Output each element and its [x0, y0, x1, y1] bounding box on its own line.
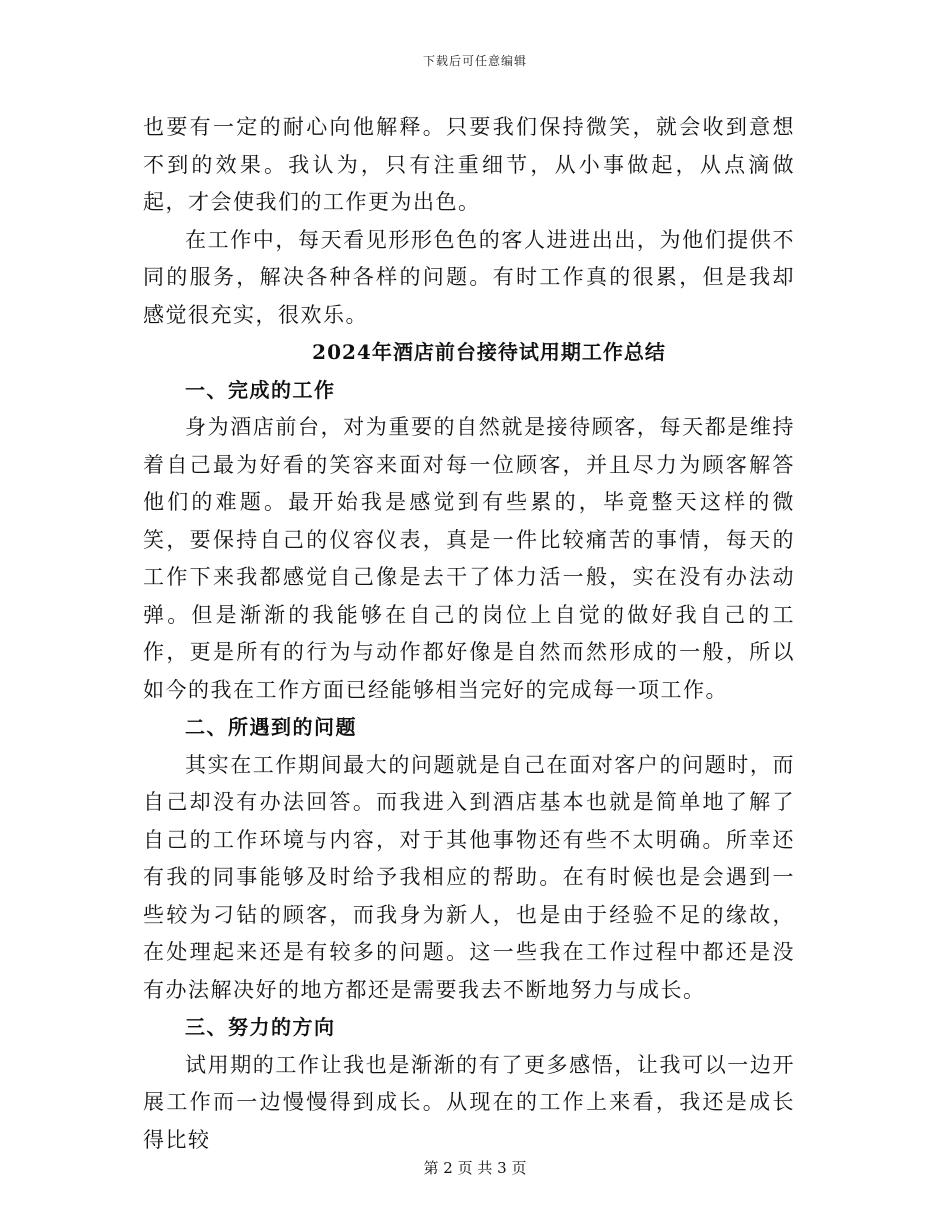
document-body [143, 109, 795, 1159]
section-paragraph-direction: 试用期的工作让我也是渐渐的有了更多感悟，让我可以一边开展工作而一边慢慢得到成长。从现在的工作上来看，我还是成长得比较 [143, 1052, 795, 1152]
section-heading-direction: 三、努力的方向 [185, 1015, 336, 1039]
page-number: 第 2 页 共 3 页 [423, 1159, 527, 1177]
section-paragraph-completed-work: 身为酒店前台，对为重要的自然就是接待顾客，每天都是维持着自己最为好看的笑容来面对每一位顾客，并且尽力为顾客解答他们的难题。最开始我是感觉到有些累的，毕竟整天这样的微笑，要保持自己的仪容仪表，真是一件比较痛苦的事情，每天的工作下来我都感觉自己像是去干了体力活一般，实在没有办法动弹。但是渐渐的我能够在自己的岗位上自觉的做好我自己的工作，更是所有的行为与动作都好像是自然而然形成的一般，所以如今的我在工作方面已经能够相当完好的完成每一项工作。 [143, 415, 795, 702]
section-heading-problems: 二、所遇到的问题 [185, 715, 357, 739]
intro-paragraph: 在工作中，每天看见形形色色的客人进进出出，为他们提供不同的服务，解决各种各样的问题。有时工作真的很累，但是我却感觉很充实，很欢乐。 [143, 227, 795, 327]
section-heading-completed-work: 一、完成的工作 [185, 377, 336, 402]
intro-continued-paragraph: 也要有一定的耐心向他解释。只要我们保持微笑，就会收到意想不到的效果。我认为，只有注重细节，从小事做起，从点滴做起，才会使我们的工作更为出色。 [143, 115, 795, 214]
document-title: 2024年酒店前台接待试用期工作总结 [312, 340, 666, 364]
section-paragraph-problems: 其实在工作期间最大的问题就是自己在面对客户的问题时，而自己却没有办法回答。而我进入到酒店基本也就是简单地了解了自己的工作环境与内容，对于其他事物还有些不太明确。所幸还有我的同事能够及时给予我相应的帮助。在有时候也是会遇到一些较为刁钻的顾客，而我身为新人，也是由于经验不足的缘故，在处理起来还是有较多的问题。这一些我在工作过程中都还是没有办法解决好的地方都还是需要我去不断地努力与成长。 [143, 752, 795, 1002]
page-header-note: 下载后可任意编辑 [422, 54, 527, 68]
